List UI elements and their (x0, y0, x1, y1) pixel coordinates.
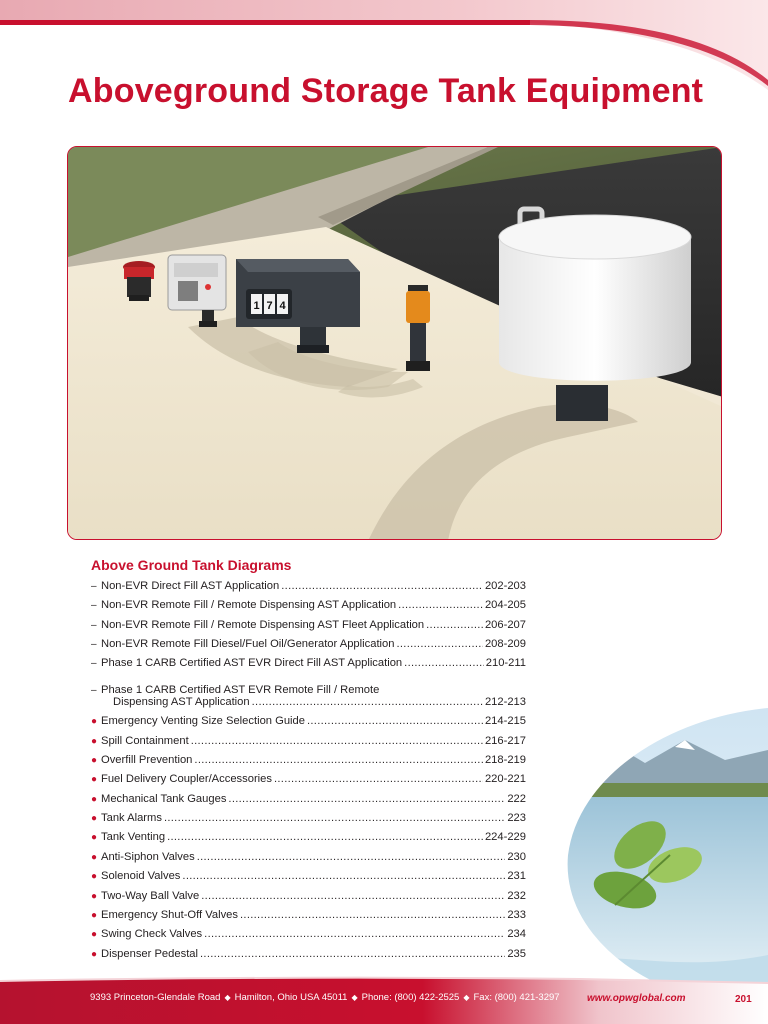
toc-item-label: Phase 1 CARB Certified AST EVR Remote Fill / Remote (101, 683, 380, 696)
toc-item[interactable] (91, 770, 526, 789)
toc-dash: – (91, 658, 97, 670)
toc-item-pages: 235 (507, 947, 526, 960)
toc-item-pages: 214-215 (484, 715, 526, 728)
toc-item[interactable] (91, 654, 526, 673)
toc-item[interactable] (91, 732, 526, 751)
bullet-icon: ● (91, 851, 98, 863)
toc-list (91, 577, 526, 964)
toc-item-pages: 232 (507, 889, 526, 902)
page-title: Aboveground Storage Tank Equipment (68, 72, 704, 110)
toc-item-label: Overfill Prevention (101, 754, 193, 767)
bullet-icon: ● (91, 890, 98, 902)
toc-item-pages: 218-219 (484, 754, 526, 767)
spill-container-device (123, 261, 155, 301)
bullet-icon: ● (91, 832, 98, 844)
toc-item-pages: 230 (507, 850, 526, 863)
toc-dash: – (91, 639, 97, 651)
gauge-digit: 1 (253, 300, 260, 312)
toc-item-pages: 220-221 (484, 773, 526, 786)
toc-item[interactable] (91, 887, 526, 906)
gauge-digit: 4 (279, 300, 286, 312)
toc-item-label: Non-EVR Remote Fill / Remote Dispensing AST Fleet Application (101, 618, 425, 631)
toc-item-pages: 208-209 (484, 638, 526, 651)
toc-item-continuation[interactable] (91, 693, 526, 712)
toc-item-pages: 216-217 (484, 734, 526, 747)
toc-item[interactable] (91, 674, 526, 696)
bullet-icon: ● (91, 774, 98, 786)
toc-dash: – (91, 581, 97, 592)
toc-item[interactable] (91, 616, 526, 635)
toc-item-pages: 210-211 (485, 657, 526, 670)
bullet-icon: ● (91, 871, 98, 883)
toc-item-label: Swing Check Valves (101, 928, 203, 941)
diamond-arrow-icon: ◆ (224, 993, 231, 1002)
toc-item[interactable] (91, 790, 526, 809)
toc-item-label: Non-EVR Remote Fill Diesel/Fuel Oil/Generator Application (101, 638, 395, 651)
toc-item[interactable] (91, 712, 526, 731)
toc-item-label: Two-Way Ball Valve (101, 889, 200, 902)
bullet-icon: ● (91, 755, 98, 767)
toc-item[interactable] (91, 577, 526, 596)
toc-item-label: Non-EVR Direct Fill AST Application (101, 580, 280, 592)
toc-item-pages: 233 (507, 908, 526, 921)
toc-item-label: Phase 1 CARB Certified AST EVR Direct Fill AST Application (101, 657, 403, 670)
toc-item[interactable] (91, 925, 526, 944)
toc-item[interactable] (91, 867, 526, 886)
toc-item-pages: 202-203 (484, 580, 526, 592)
footer-contact (90, 992, 560, 1003)
toc-item-label: Emergency Shut-Off Valves (101, 908, 239, 921)
toc-heading: Above Ground Tank Diagrams (91, 557, 292, 573)
gauge-digit: 7 (266, 300, 273, 312)
footer-website-link[interactable]: www.opwglobal.com (587, 993, 686, 1004)
footer-city: Hamilton, Ohio USA 45011 (234, 992, 348, 1003)
toc-item-label: Dispenser Pedestal (101, 947, 199, 960)
toc-item-pages: 224-229 (484, 831, 526, 844)
toc-item-pages: 212-213 (484, 696, 526, 709)
toc-item-pages: 234 (507, 928, 526, 941)
toc-item-pages: 206-207 (484, 618, 526, 631)
bullet-icon: ● (91, 948, 98, 960)
toc-item-pages: 223 (507, 812, 526, 825)
toc-item-pages: 204-205 (484, 599, 526, 612)
toc-item-pages: 222 (507, 792, 526, 805)
bullet-icon: ● (91, 793, 98, 805)
toc-item-label: Tank Alarms (101, 812, 162, 825)
toc-item-label: Tank Venting (101, 831, 166, 844)
bullet-icon: ● (91, 735, 98, 747)
toc-dash: – (91, 684, 97, 696)
toc-item[interactable] (91, 751, 526, 770)
diamond-arrow-icon: ◆ (463, 993, 470, 1002)
toc-item[interactable] (91, 848, 526, 867)
toc-item-pages: 231 (507, 870, 526, 883)
toc-item-label-continuation: Dispensing AST Application (113, 696, 250, 709)
nature-decoration-image (545, 705, 768, 990)
toc-item[interactable] (91, 945, 526, 964)
toc-item[interactable] (91, 635, 526, 654)
toc-item-label: Spill Containment (101, 734, 189, 747)
toc-item-label: Mechanical Tank Gauges (101, 792, 227, 805)
footer-phone: Phone: (800) 422-2525 (361, 992, 460, 1003)
toc-dash: – (91, 600, 97, 612)
footer-address: 9393 Princeton-Glendale Road (90, 992, 221, 1003)
bullet-icon: ● (91, 813, 98, 825)
toc-item[interactable] (91, 828, 526, 847)
footer-fax: Fax: (800) 421-3297 (473, 992, 560, 1003)
toc-item[interactable] (91, 596, 526, 615)
toc-item[interactable] (91, 906, 526, 925)
toc-item-label: Solenoid Valves (101, 870, 181, 883)
toc-item-label: Emergency Venting Size Selection Guide (101, 715, 305, 728)
toc-item-label: Non-EVR Remote Fill / Remote Dispensing AST Application (101, 599, 397, 612)
bullet-icon: ● (91, 716, 98, 728)
toc-item[interactable] (91, 809, 526, 828)
bullet-icon: ● (91, 929, 98, 941)
toc-item-label: Fuel Delivery Coupler/Accessories (101, 773, 272, 786)
bullet-icon: ● (91, 909, 98, 921)
page-number: 201 (735, 994, 752, 1005)
hero-illustration (67, 146, 722, 540)
diamond-arrow-icon: ◆ (351, 993, 358, 1002)
toc-dash: – (91, 619, 97, 631)
toc-item-label: Anti-Siphon Valves (101, 850, 195, 863)
